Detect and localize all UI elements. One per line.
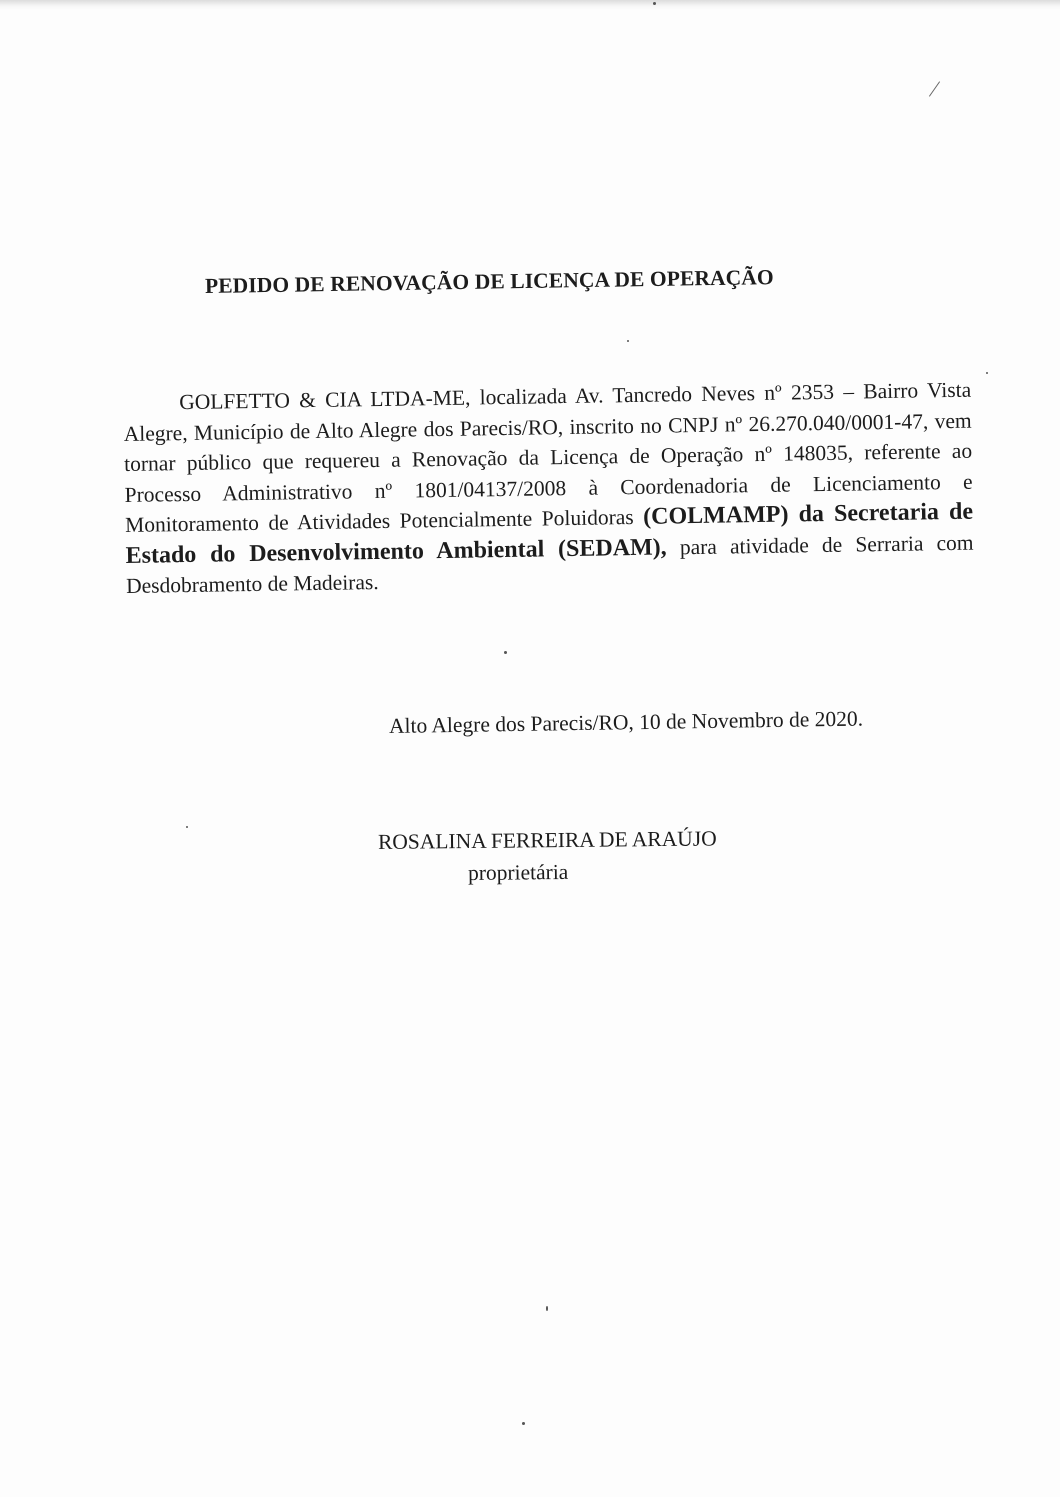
scan-speck bbox=[627, 340, 629, 342]
scan-speck bbox=[653, 2, 656, 5]
scan-mark bbox=[929, 81, 940, 96]
scan-speck bbox=[986, 372, 988, 374]
signer-name: ROSALINA FERREIRA DE ARAÚJO bbox=[377, 826, 717, 854]
scan-speck bbox=[546, 1306, 548, 1311]
paragraph-indent bbox=[123, 409, 179, 410]
signer-role: proprietária bbox=[467, 859, 569, 885]
document-body bbox=[123, 375, 974, 602]
document-title: PEDIDO DE RENOVAÇÃO DE LICENÇA DE OPERAÇÃO bbox=[204, 265, 774, 298]
body-text-bold: (COLMAMP) da Secretaria de Estado do Desenvolvimento Ambiental (SEDAM), bbox=[125, 498, 974, 569]
body-text-part-2: para atividade de Serraria com Desdobramento de Madeiras. bbox=[125, 530, 974, 598]
scan-top-edge bbox=[0, 0, 1060, 10]
body-text-part-1: GOLFETTO & CIA LTDA-ME, localizada Av. Tancredo Neves nº 2353 – Bairro Vista Alegre, Município de Alto Alegre dos Parecis/RO, inscrito no CNPJ nº 26.270.040/0001-47, vem tornar público que requereu a Renovação da Licença de Operação nº 148035, referente ao Processo Administrativo nº 1801/04137/2008 à Coordenadoria de Licenciamento e Monitoramento de Atividades Potencialmente Poluidoras bbox=[123, 377, 973, 537]
place-and-date: Alto Alegre dos Parecis/RO, 10 de Novembro de 2020. bbox=[388, 706, 864, 738]
scan-speck bbox=[504, 651, 507, 654]
scan-speck bbox=[522, 1422, 525, 1425]
scan-speck bbox=[186, 826, 188, 828]
